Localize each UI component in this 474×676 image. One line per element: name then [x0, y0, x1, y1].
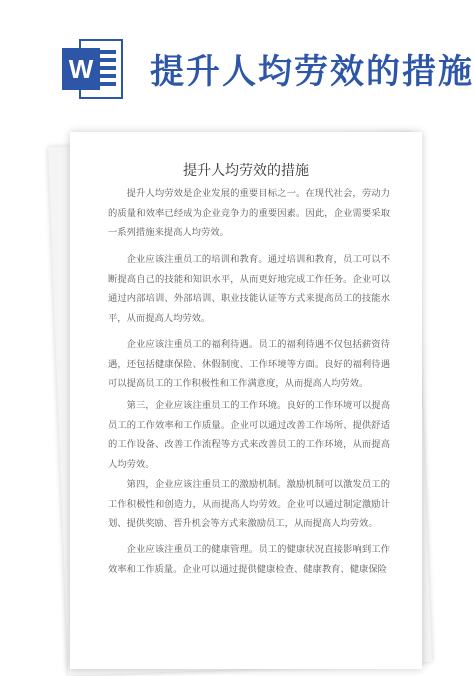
- word-document-icon: [60, 36, 126, 102]
- page-title: 提升人均劳效的措施: [150, 52, 474, 92]
- paragraph-6: 企业应该注重员工的健康管理。员工的健康状况直接影响到工作效率和工作质量。企业可以通过提供健康检查、健康教育、健康保险: [108, 544, 390, 575]
- document-title: 提升人均劳效的措施: [183, 163, 309, 179]
- document-page: [70, 132, 422, 669]
- paragraph-1: 提升人均劳效是企业发展的重要目标之一。在现代社会，劳动力的质量和效率已经成为企业竞争力的重要因素。因此，企业需要采取一系列措施来提高人均劳效。: [108, 188, 390, 238]
- paragraph-5: 第四，企业应该注重员工的激励机制。激励机制可以激发员工的工作积极性和创造力，从而提高人均劳效。企业可以通过制定激励计划、提供奖励、晋升机会等方式来激励员工，从而提高人均劳效。: [108, 479, 390, 529]
- word-icon-letter: W: [68, 54, 94, 84]
- preview-header: [0, 0, 474, 120]
- paragraph-3: 企业应该注重员工的福利待遇。员工的福利待遇不仅包括薪资待遇，还包括健康保险、休假制度、工作环境等方面。良好的福利待遇可以提高员工的工作积极性和工作满意度，从而提高人均劳效。: [108, 339, 390, 389]
- paragraph-4: 第三，企业应该注重员工的工作环境。良好的工作环境可以提高员工的工作效率和工作质量。企业可以通过改善工作场所、提供舒适的工作设备、改善工作流程等方式来改善员工的工作环境，从而提高人均劳效。: [108, 400, 390, 470]
- paragraph-2: 企业应该注重员工的培训和教育。通过培训和教育，员工可以不断提高自己的技能和知识水平，从而更好地完成工作任务。企业可以通过内部培训、外部培训、职业技能认证等方式来提高员工的技能水平，从而提高人均劳效。: [108, 254, 390, 324]
